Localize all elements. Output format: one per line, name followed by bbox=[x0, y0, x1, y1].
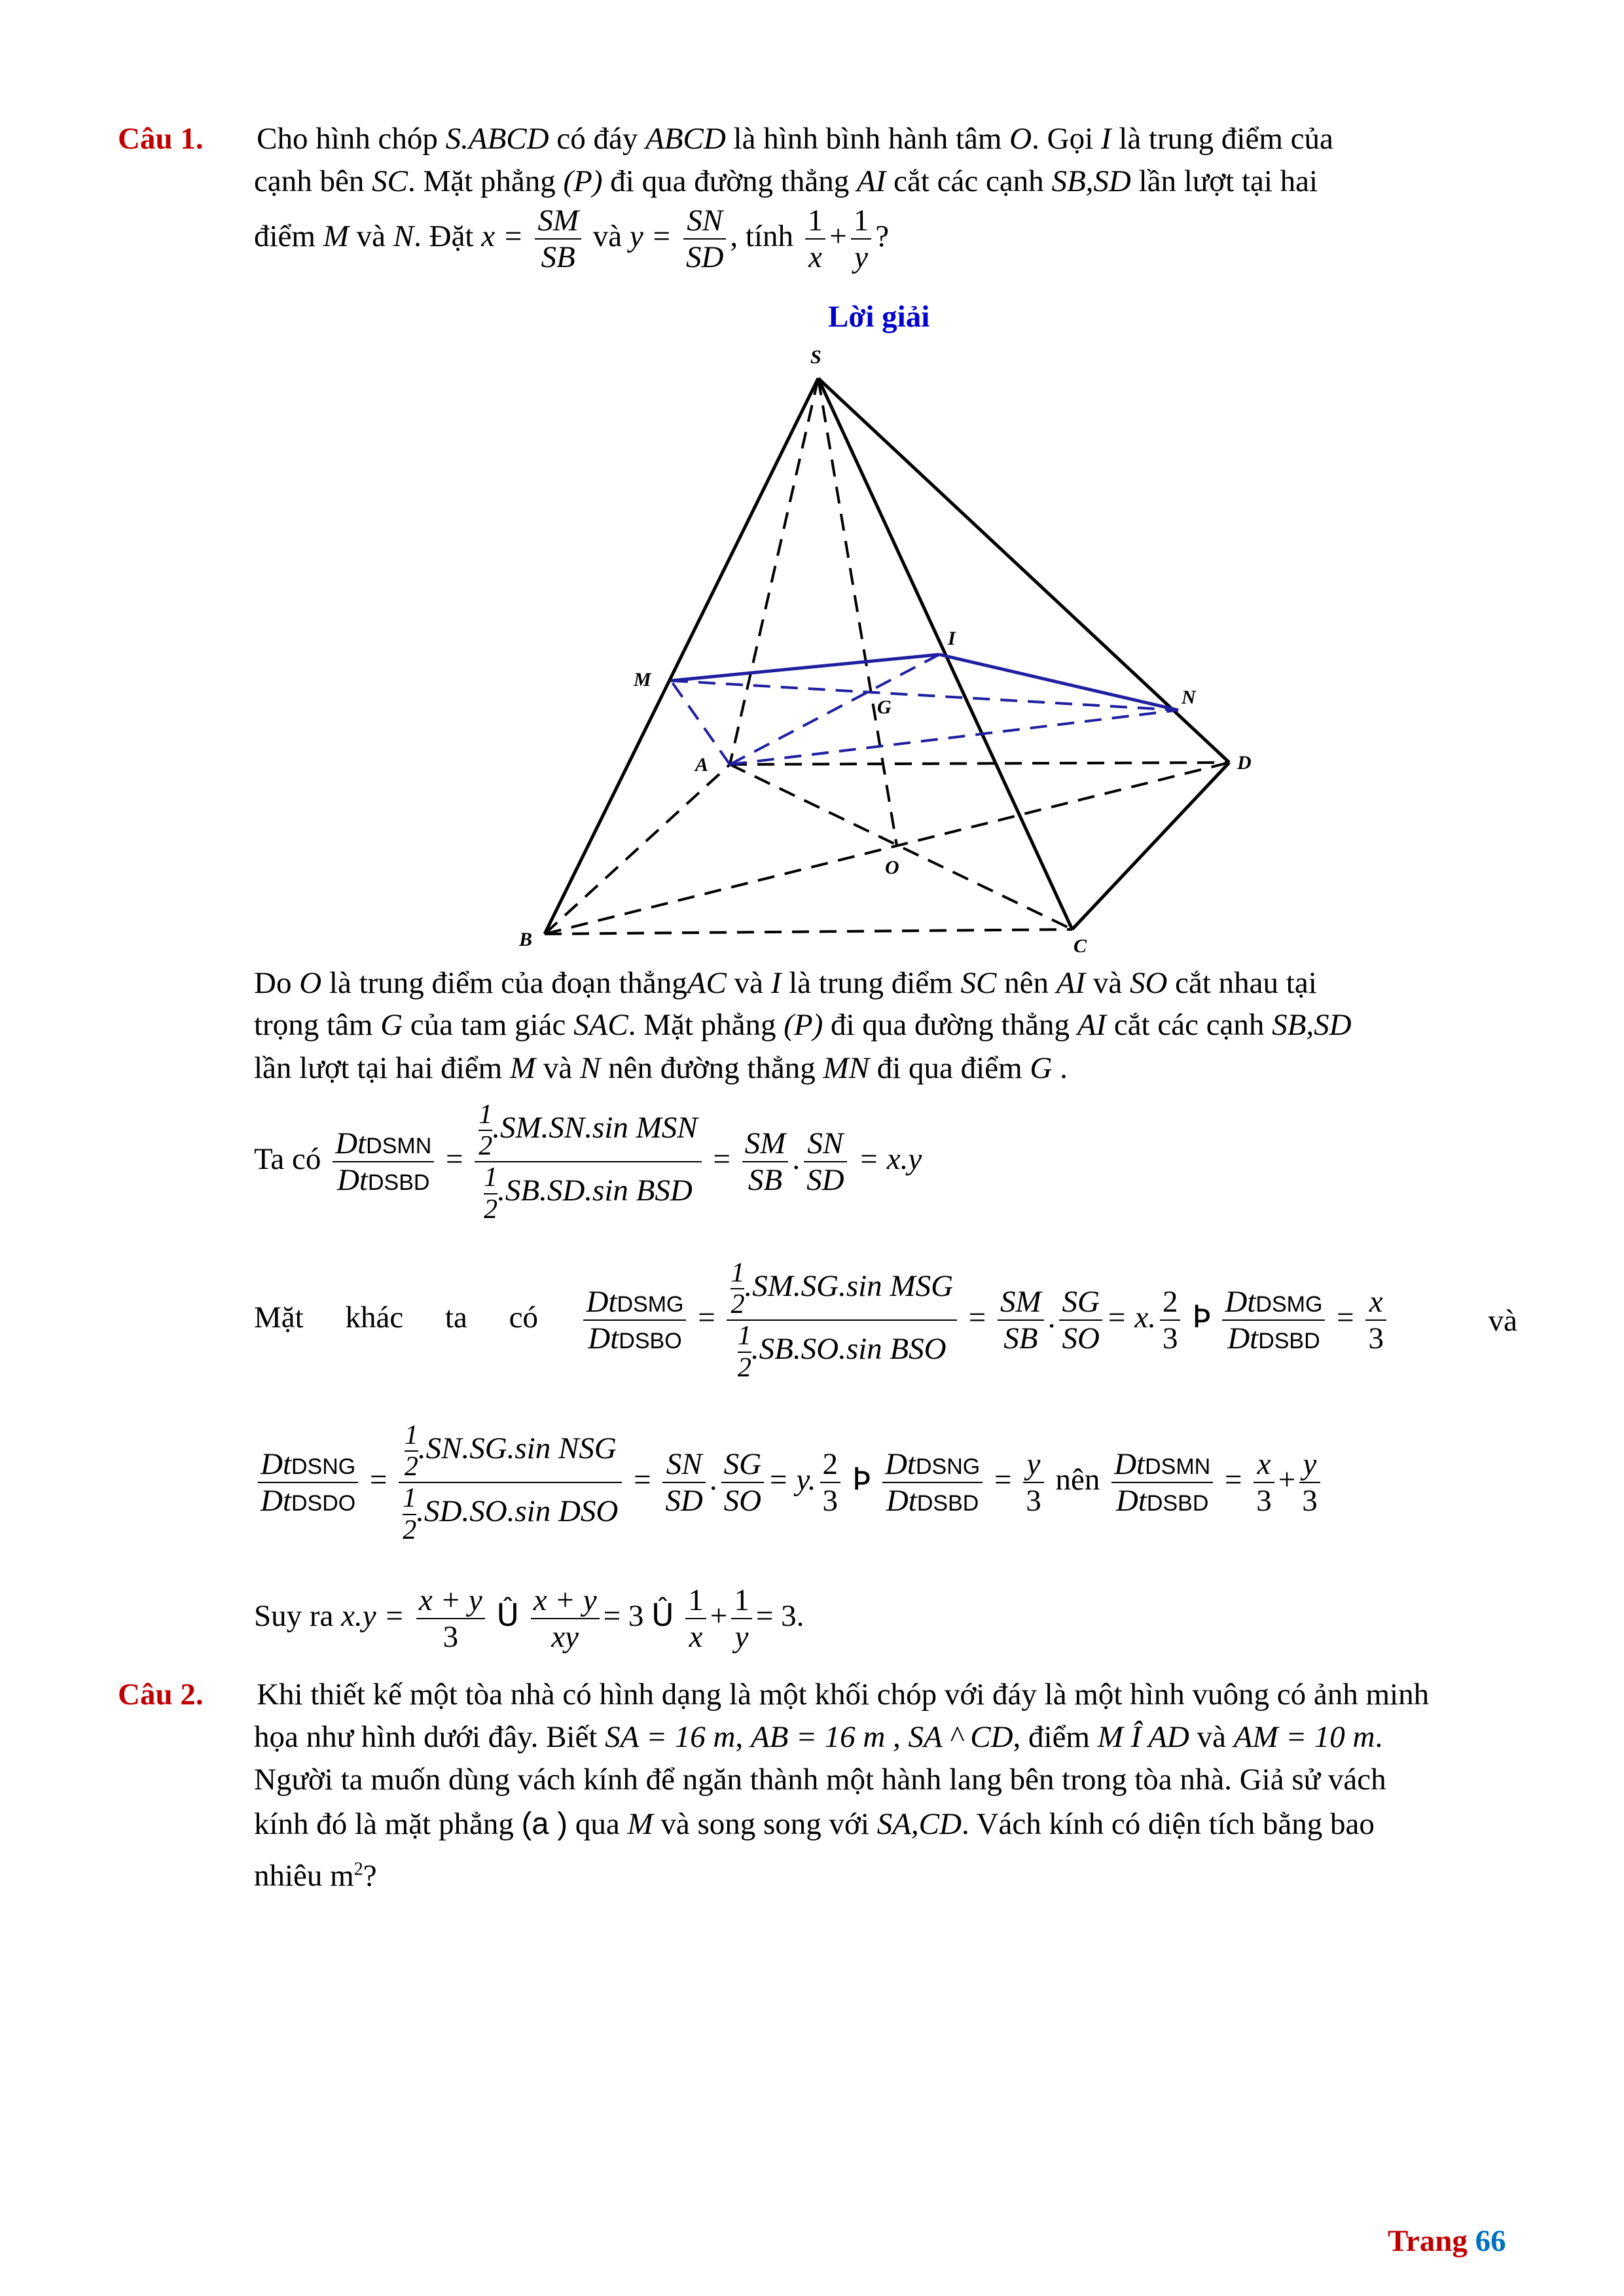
text: và bbox=[1092, 966, 1123, 1000]
q2-label: Câu 2. bbox=[118, 1677, 204, 1712]
math: N bbox=[580, 1051, 601, 1085]
q2-line1 bbox=[118, 1672, 1429, 1717]
fraction-sm-sb: $\frac{SM}{SB}$ bbox=[998, 1284, 1044, 1356]
math: MN bbox=[823, 1051, 869, 1085]
text: đi qua đường thẳng bbox=[610, 164, 850, 198]
q2-line5 bbox=[254, 1854, 377, 1898]
label-c: C bbox=[1074, 935, 1087, 952]
iff-symbol: Û bbox=[651, 1597, 674, 1634]
solution-title: Lời giải bbox=[828, 300, 930, 334]
math: = x.y bbox=[858, 1142, 922, 1177]
q1-label: Câu 1. bbox=[118, 122, 204, 156]
math: (a ) bbox=[521, 1806, 568, 1840]
text: điểm bbox=[254, 219, 316, 253]
ratio-smg-sbo: $\frac{\text{DtDSMG}}{\text{DtDSBO}}$ bbox=[583, 1284, 686, 1356]
math: AM = 10 m bbox=[1233, 1720, 1375, 1754]
edge-sa bbox=[730, 378, 818, 764]
page-footer bbox=[1388, 2219, 1506, 2263]
text: Người ta muốn dùng vách kính để ngăn thành một hành lang bên trong tòa nhà. Giả sử vách bbox=[254, 1763, 1386, 1797]
fraction-xpy-3: $\frac{x + y}{3}$ bbox=[416, 1583, 485, 1655]
math: O bbox=[299, 966, 322, 1000]
fraction-y-3: $\frac{y}{3}$ bbox=[1023, 1446, 1044, 1518]
ratio-smn-sbd: $\frac{\text{DtDSMN}}{\text{DtDSBD}}$ bbox=[333, 1126, 434, 1198]
sol-line3 bbox=[254, 1046, 1068, 1090]
text: có đáy bbox=[556, 122, 638, 156]
fraction-2-3: $\frac{2}{3}$ bbox=[820, 1446, 841, 1518]
fraction-1-y: $\frac{1}{y}$ bbox=[731, 1583, 752, 1655]
text: . Vách kính có diện tích bằng bao bbox=[961, 1807, 1375, 1841]
text: cắt các cạnh bbox=[893, 164, 1044, 198]
text: , bbox=[735, 1720, 744, 1754]
text: đi qua điểm bbox=[876, 1051, 1022, 1085]
conclusion-line bbox=[254, 1583, 804, 1655]
fraction-y-3: $\frac{y}{3}$ bbox=[1299, 1446, 1320, 1518]
text: nên bbox=[1004, 966, 1049, 1000]
segment-mi bbox=[671, 655, 939, 681]
formula-1: Ta có $\frac{\text{DtDSMN}}{\text{DtDSBD}}$ = $\frac{1}{2}$ .SM.SN.sin MSN $\frac{1}{2}$ .SB.SD.sin BSD = $\frac{SM}{SB}$ . $\frac{SN}{SD}$ = x.y bbox=[254, 1100, 922, 1225]
footer-label: Trang bbox=[1388, 2224, 1468, 2258]
edge-cd bbox=[1072, 762, 1229, 929]
fraction-sn-sd: $\frac{SN}{SD}$ bbox=[683, 203, 726, 275]
equals: = bbox=[446, 1142, 463, 1177]
label-o: O bbox=[885, 857, 899, 878]
formula-2: Mặt khác ta có $\frac{\text{DtDSMG}}{\text{DtDSBO}}$ = $\frac{1}{2}$ .SM.SG.sin MSG $\frac{1}{2}$ .SB.SO.sin BSO = $\frac{SM}{SB}$ . $\frac{SG}{SO}$ = x. $\frac{2}{3}$ Þ $\frac{\text{DtDSMG}}{\text{DtDSBD}}$ = $\frac{x}{3}$ và bbox=[254, 1258, 1517, 1383]
sol-line2 bbox=[254, 1003, 1352, 1047]
label-b: B bbox=[519, 929, 533, 950]
text: và bbox=[1197, 1720, 1226, 1754]
text: nên đường thẳng bbox=[608, 1051, 816, 1085]
text: Mặt khác ta có bbox=[254, 1300, 538, 1335]
text: là hình bình hành tâm bbox=[733, 122, 1002, 156]
fraction-x-3: $\frac{x}{3}$ bbox=[1254, 1446, 1274, 1518]
plus: + bbox=[710, 1598, 728, 1633]
fraction-1-y: $\frac{1}{y}$ bbox=[851, 203, 872, 275]
math: SAC bbox=[573, 1008, 628, 1042]
text: kính đó là mặt phẳng bbox=[254, 1807, 514, 1841]
math: = y. bbox=[768, 1463, 816, 1498]
label-s: S bbox=[810, 346, 821, 368]
text: Khi thiết kế một tòa nhà có hình dạng là một khối chóp với đáy là một hình vuông có ảnh minh bbox=[257, 1677, 1430, 1712]
math: M bbox=[510, 1051, 536, 1085]
math: x.y = bbox=[341, 1598, 405, 1633]
math: = 3 bbox=[603, 1598, 644, 1633]
fraction-xpy-xy: $\frac{x + y}{xy}$ bbox=[531, 1583, 600, 1655]
diagonal-ac bbox=[730, 764, 1072, 929]
math: M bbox=[627, 1807, 653, 1841]
text: của tam giác bbox=[410, 1008, 566, 1042]
text: . bbox=[1375, 1720, 1383, 1754]
q1-line3 bbox=[254, 203, 889, 275]
math: = x. bbox=[1106, 1300, 1156, 1335]
math: SC bbox=[372, 164, 408, 198]
math: AB = 16 m bbox=[750, 1720, 886, 1754]
area-formula-3: $\frac{1}{2}$ .SN.SG.sin NSG $\frac{1}{2}$ .SD.SO.sin DSO bbox=[399, 1420, 622, 1545]
q2-line3 bbox=[254, 1757, 1386, 1802]
fraction-2-3: $\frac{2}{3}$ bbox=[1160, 1284, 1181, 1356]
text: và bbox=[734, 966, 763, 1000]
text: Do bbox=[254, 966, 292, 1000]
segment-am bbox=[671, 681, 730, 764]
implies-symbol: Þ bbox=[852, 1462, 871, 1498]
edge-sb bbox=[545, 378, 818, 934]
text: Suy ra bbox=[254, 1598, 334, 1633]
text: nhiêu bbox=[254, 1859, 323, 1893]
math: N bbox=[393, 219, 414, 253]
fraction-sm-sb: $\frac{SM}{SB}$ bbox=[742, 1126, 789, 1198]
math: SA,CD bbox=[876, 1807, 962, 1841]
text: là trung điểm của đoạn thẳng bbox=[329, 966, 687, 1000]
math: M bbox=[323, 219, 349, 253]
math: SB,SD bbox=[1051, 164, 1131, 198]
area-formula-2: $\frac{1}{2}$ .SM.SG.sin MSG $\frac{1}{2}$ .SB.SO.sin BSO bbox=[727, 1258, 957, 1383]
sol-line1 bbox=[254, 961, 1317, 1005]
fraction-sg-so: $\frac{SG}{SO}$ bbox=[721, 1446, 764, 1518]
equals: = bbox=[369, 1463, 388, 1498]
text: cắt các cạnh bbox=[1113, 1008, 1265, 1042]
fraction-sg-so: $\frac{SG}{SO}$ bbox=[1059, 1284, 1102, 1356]
ratio-sng-sdo: $\frac{\text{DtDSNG}}{\text{DtDSDO}}$ bbox=[258, 1446, 358, 1518]
equals: = bbox=[698, 1300, 715, 1335]
label-m: M bbox=[634, 669, 651, 691]
text: . bbox=[1060, 1051, 1068, 1085]
math: AI bbox=[1077, 1008, 1107, 1042]
text: và bbox=[592, 219, 623, 253]
formula-3: $\frac{\text{DtDSNG}}{\text{DtDSDO}}$ = $\frac{1}{2}$ .SN.SG.sin NSG $\frac{1}{2}$ .SD.SO.sin DSO = $\frac{SN}{SD}$ . $\frac{SG}{SO}$ = y. $\frac{2}{3}$ Þ $\frac{\text{DtDSNG}}{\text{DtDSBD}}$ = $\frac{y}{3}$ nên $\frac{\text{DtDSMN}}{\text{DtDSBD}}$ = $\frac{x}{3}$ + $\frac{y}{3}$ bbox=[254, 1420, 1324, 1545]
equals: = bbox=[1224, 1463, 1242, 1498]
text: . Mặt phẳng bbox=[628, 1008, 776, 1042]
fraction-x-3: $\frac{x}{3}$ bbox=[1365, 1284, 1386, 1356]
edge-bc bbox=[545, 929, 1072, 934]
math: x = bbox=[481, 219, 524, 253]
text: đi qua đường thẳng bbox=[831, 1008, 1070, 1042]
math: AC bbox=[687, 966, 727, 1000]
text: , điểm bbox=[1013, 1720, 1090, 1754]
text: ? bbox=[875, 219, 890, 253]
math: SO bbox=[1129, 966, 1168, 1000]
ratio-sng-sbd: $\frac{\text{DtDSNG}}{\text{DtDSBD}}$ bbox=[882, 1446, 983, 1518]
math: G bbox=[1030, 1051, 1053, 1085]
text: . bbox=[796, 1598, 804, 1633]
iff-symbol: Û bbox=[496, 1597, 519, 1634]
label-g: G bbox=[877, 696, 892, 718]
q2-line4 bbox=[254, 1801, 1375, 1846]
math: y = bbox=[629, 219, 672, 253]
math: G bbox=[380, 1008, 403, 1042]
q2-line2 bbox=[254, 1715, 1382, 1759]
implies-symbol: Þ bbox=[1192, 1299, 1211, 1336]
segment-an bbox=[730, 710, 1178, 764]
math: O bbox=[1009, 122, 1032, 156]
q1-line1 bbox=[118, 117, 1333, 161]
unit-exponent: 2 bbox=[353, 1859, 363, 1880]
text: họa như hình dưới đây. Biết bbox=[254, 1720, 598, 1754]
ratio-smg-sbd: $\frac{\text{DtDSMG}}{\text{DtDSBD}}$ bbox=[1222, 1284, 1325, 1356]
text: và bbox=[1488, 1304, 1517, 1338]
area-formula-1: $\frac{1}{2}$ .SM.SN.sin MSN $\frac{1}{2}$ .SB.SD.sin BSD bbox=[475, 1100, 701, 1225]
text: qua bbox=[575, 1807, 620, 1841]
text: nên bbox=[1055, 1463, 1100, 1498]
segment-so bbox=[818, 378, 897, 846]
text: cắt nhau tại bbox=[1175, 966, 1317, 1000]
equals: = bbox=[713, 1142, 731, 1177]
label-d: D bbox=[1237, 752, 1252, 774]
text: Cho hình chóp bbox=[257, 122, 438, 156]
math: SC bbox=[960, 966, 997, 1000]
equals: = bbox=[634, 1463, 651, 1498]
text: và song song với bbox=[660, 1807, 869, 1841]
text: . Gọi bbox=[1032, 122, 1094, 156]
math: ABCD bbox=[645, 122, 726, 156]
label-n: N bbox=[1182, 687, 1196, 708]
page-number: 66 bbox=[1475, 2224, 1506, 2258]
math: (P) bbox=[563, 164, 603, 198]
text: . Đặt bbox=[414, 219, 474, 253]
ratio-smn-sbd: $\frac{\text{DtDSMN}}{\text{DtDSBD}}$ bbox=[1111, 1446, 1213, 1518]
math: AI bbox=[1056, 966, 1086, 1000]
text: và bbox=[356, 219, 386, 253]
math: SA = 16 m bbox=[605, 1720, 736, 1754]
equals: = bbox=[968, 1300, 986, 1335]
math: I bbox=[1100, 122, 1111, 156]
label-i: I bbox=[948, 628, 956, 649]
text: . Mặt phẳng bbox=[407, 164, 556, 198]
fraction-1-x: $\frac{1}{x}$ bbox=[685, 1583, 706, 1655]
text: , tính bbox=[730, 219, 794, 253]
fraction-1-x: $\frac{1}{x}$ bbox=[805, 203, 826, 275]
text: Ta có bbox=[254, 1142, 321, 1177]
equals: = bbox=[1337, 1300, 1354, 1335]
math: AI bbox=[856, 164, 886, 198]
edge-sc bbox=[818, 378, 1072, 929]
text: lần lượt tại hai bbox=[1138, 164, 1318, 198]
fraction-sn-sd: $\frac{SN}{SD}$ bbox=[662, 1446, 705, 1518]
fraction-sm-sb: $\frac{SM}{SB}$ bbox=[535, 203, 581, 275]
math: S.ABCD bbox=[445, 122, 549, 156]
label-a: A bbox=[695, 754, 709, 776]
text: lần lượt tại hai điểm bbox=[254, 1051, 503, 1085]
edge-ab bbox=[545, 764, 730, 934]
text: là trung điểm bbox=[789, 966, 953, 1000]
math: I bbox=[770, 966, 782, 1000]
text: trọng tâm bbox=[254, 1008, 373, 1042]
fraction-sn-sd: $\frac{SN}{SD}$ bbox=[804, 1126, 846, 1198]
text: là trung điểm của bbox=[1119, 122, 1333, 156]
text: cạnh bên bbox=[254, 164, 365, 198]
math: M Î AD bbox=[1097, 1720, 1189, 1754]
pyramid-figure bbox=[511, 337, 1263, 952]
text: ? bbox=[363, 1859, 377, 1893]
equals: = bbox=[994, 1463, 1012, 1498]
math: (P) bbox=[784, 1008, 823, 1042]
math: = 3 bbox=[755, 1598, 797, 1633]
text: và bbox=[543, 1051, 573, 1085]
edge-ad bbox=[730, 762, 1229, 764]
plus: + bbox=[829, 219, 847, 253]
unit: m bbox=[330, 1859, 354, 1893]
math: , SA ^ CD bbox=[893, 1720, 1013, 1754]
math: SB,SD bbox=[1272, 1008, 1352, 1042]
q1-line2 bbox=[254, 159, 1318, 204]
